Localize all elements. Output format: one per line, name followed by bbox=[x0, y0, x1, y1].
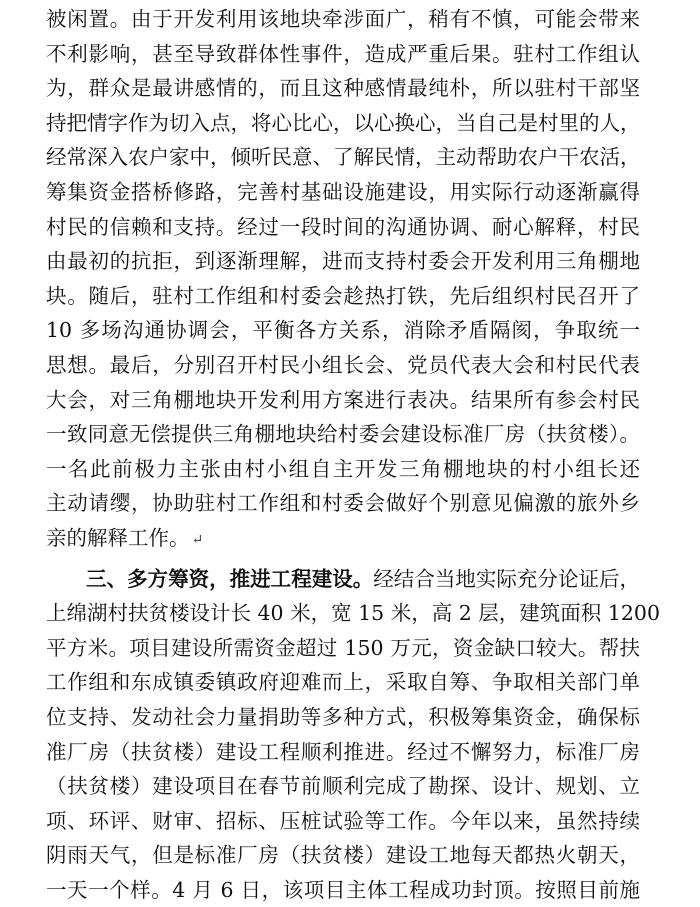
paragraph-1-line-1: 被闲置。由于开发利用该地块牵涉面广，稍有不慎，可能会带来 bbox=[46, 7, 640, 31]
paragraph-1-line-15: 主动请缨，协助驻村工作组和村委会做好个别意见偏激的旅外乡 bbox=[46, 491, 640, 515]
paragraph-1-line-3: 为，群众是最讲感情的，而且这种感情最纯朴，所以驻村干部坚 bbox=[46, 76, 640, 100]
paragraph-2-line-3: 平方米。项目建设所需资金超过 150 万元，资金缺口较大。帮扶 bbox=[46, 636, 640, 660]
paragraph-1-line-7: 村民的信赖和支持。经过一段时间的沟通协调、耐心解释，村民 bbox=[46, 215, 640, 239]
paragraph-2-line-9: 阴雨天气，但是标准厂房（扶贫楼）建设工地每天都热火朝天， bbox=[46, 843, 640, 867]
paragraph-2-line-7: （扶贫楼）建设项目在春节前顺利完成了勘探、设计、规划、立 bbox=[46, 774, 640, 798]
paragraph-1-line-9: 块。随后，驻村工作组和村委会趁热打铁，先后组织村民召开了 bbox=[46, 284, 640, 308]
paragraph-2-line-10: 一天一个样。4 月 6 日，该项目主体工程成功封顶。按照目前施 bbox=[46, 878, 640, 902]
paragraph-1-line-10: 10 多场沟通协调会，平衡各方关系，消除矛盾隔阂，争取统一 bbox=[46, 318, 640, 342]
paragraph-mark-icon: ↵ bbox=[191, 532, 204, 548]
paragraph-2-first-line-text: 经结合当地实际充分论证后， bbox=[373, 567, 641, 591]
paragraph-2-line-5: 位支持、发动社会力量捐助等多种方式，积极筹集资金，确保标 bbox=[46, 705, 640, 729]
paragraph-1-line-12: 大会，对三角棚地块开发利用方案进行表决。结果所有参会村民 bbox=[46, 388, 640, 412]
paragraph-1-line-2: 不利影响，甚至导致群体性事件，造成严重后果。驻村工作组认 bbox=[46, 42, 640, 66]
paragraph-1-line-14: 一名此前极力主张由村小组自主开发三角棚地块的村小组长还 bbox=[46, 457, 640, 481]
paragraph-1-last-text: 亲的解释工作。 bbox=[46, 526, 190, 550]
paragraph-2-line-1 bbox=[86, 562, 640, 596]
section-heading: 三、多方筹资，推进工程建设。 bbox=[86, 567, 374, 591]
paragraph-1-line-11: 思想。最后，分别召开村民小组长会、党员代表大会和村民代表 bbox=[46, 353, 640, 377]
paragraph-1-line-8: 由最初的抗拒，到逐渐理解，进而支持村委会开发利用三角棚地 bbox=[46, 249, 640, 273]
paragraph-1-line-16 bbox=[46, 521, 640, 555]
paragraph-1-line-4: 持把情字作为切入点，将心比心，以心换心，当自己是村里的人， bbox=[46, 111, 641, 135]
paragraph-1-line-13: 一致同意无偿提供三角棚地块给村委会建设标准厂房（扶贫楼）。 bbox=[46, 422, 640, 446]
paragraph-1-line-5: 经常深入农户家中，倾听民意、了解民情，主动帮助农户干农活， bbox=[46, 145, 641, 169]
paragraph-2-line-8: 项、环评、财审、招标、压桩试验等工作。今年以来，虽然持续 bbox=[46, 809, 640, 833]
paragraph-2-line-2: 上绵湖村扶贫楼设计长 40 米，宽 15 米，高 2 层，建筑面积 1200 bbox=[46, 601, 660, 625]
paragraph-2-line-6: 准厂房（扶贫楼）建设工程顺利推进。经过不懈努力，标准厂房 bbox=[46, 740, 640, 764]
paragraph-2-line-4: 工作组和东成镇委镇政府迎难而上，采取自筹、争取相关部门单 bbox=[46, 670, 640, 694]
paragraph-1-line-6: 筹集资金搭桥修路，完善村基础设施建设，用实际行动逐渐赢得 bbox=[46, 180, 640, 204]
